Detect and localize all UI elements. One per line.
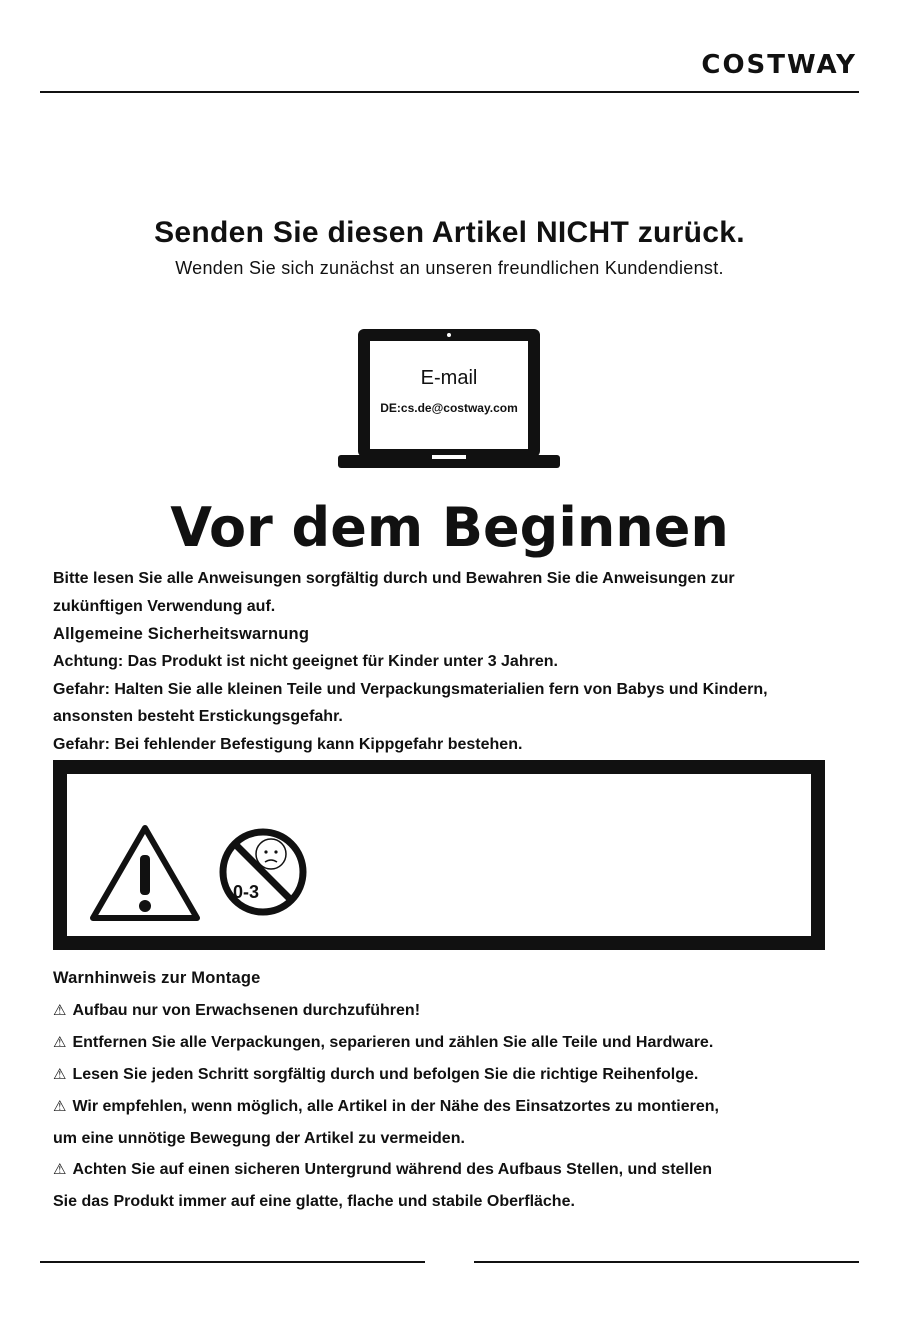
- laptop-graphic: [336, 327, 562, 471]
- warning-box-inner: [67, 774, 811, 936]
- no-children-under-3-icon: [223, 832, 303, 912]
- assembly-item-text: Lesen Sie jeden Schritt sorgfältig durch und befolgen Sie die richtige Reihenfolge.: [72, 1066, 699, 1083]
- assembly-item-continuation: Sie das Produkt immer auf eine glatte, flache und stabile Oberfläche.: [53, 1193, 575, 1210]
- warning-box: [53, 760, 825, 950]
- assembly-item: [53, 1065, 698, 1085]
- safety-line-4: Gefahr: Bei fehlender Befestigung kann Kippgefahr bestehen.: [53, 736, 523, 753]
- brand-logo: COSTWAY: [701, 50, 857, 80]
- intro-line-1: Bitte lesen Sie alle Anweisungen sorgfältig durch und Bewahren Sie die Anweisungen zur: [53, 570, 735, 587]
- safety-line-1: Achtung: Das Produkt ist nicht geeignet für Kinder unter 3 Jahren.: [53, 653, 558, 670]
- warning-icon: ⚠: [53, 1034, 67, 1051]
- safety-heading: Allgemeine Sicherheitswarnung: [53, 625, 310, 643]
- assembly-item: [53, 1033, 713, 1053]
- warning-icon: ⚠: [53, 1066, 67, 1083]
- safety-line-2: Gefahr: Halten Sie alle kleinen Teile und Verpackungsmaterialien fern von Babys und Kindern,: [53, 681, 768, 698]
- header-rule: [40, 91, 859, 93]
- assembly-item-text: Aufbau nur von Erwachsenen durchzuführen!: [72, 1002, 421, 1019]
- section-title: Vor dem Beginnen: [170, 496, 729, 559]
- laptop-icon: [336, 327, 562, 471]
- laptop-email-label: E-mail: [420, 367, 478, 389]
- notice-subtitle: Wenden Sie sich zunächst an unseren freundlichen Kundendienst.: [175, 258, 724, 278]
- assembly-item: [53, 1097, 719, 1117]
- assembly-item: [53, 1160, 712, 1180]
- warning-icon: ⚠: [53, 1161, 67, 1178]
- assembly-item-continuation: um eine unnötige Bewegung der Artikel zu vermeiden.: [53, 1130, 465, 1147]
- assembly-item-text: Achten Sie auf einen sicheren Untergrund während des Aufbaus Stellen, und stellen: [72, 1161, 712, 1178]
- intro-line-2: zukünftigen Verwendung auf.: [53, 598, 276, 615]
- warning-pictograms: [89, 800, 339, 940]
- assembly-item: [53, 1001, 420, 1021]
- warning-icon: ⚠: [53, 1098, 67, 1115]
- notice-title: Senden Sie diesen Artikel NICHT zurück.: [154, 216, 745, 249]
- assembly-item-text: Entfernen Sie alle Verpackungen, separieren und zählen Sie alle Teile und Hardware.: [72, 1034, 714, 1051]
- assembly-item-text: Wir empfehlen, wenn möglich, alle Artikel in der Nähe des Einsatzortes zu montieren,: [72, 1098, 719, 1115]
- age-label: 0-3: [232, 882, 260, 902]
- footer-rule-right: [474, 1261, 859, 1263]
- footer-rule-left: [40, 1261, 425, 1263]
- warning-icon: ⚠: [53, 1002, 67, 1019]
- safety-line-3: ansonsten besteht Erstickungsgefahr.: [53, 708, 343, 725]
- assembly-heading: Warnhinweis zur Montage: [53, 969, 261, 987]
- laptop-email-address: DE:cs.de@costway.com: [380, 401, 518, 415]
- warning-triangle-icon: [93, 828, 197, 918]
